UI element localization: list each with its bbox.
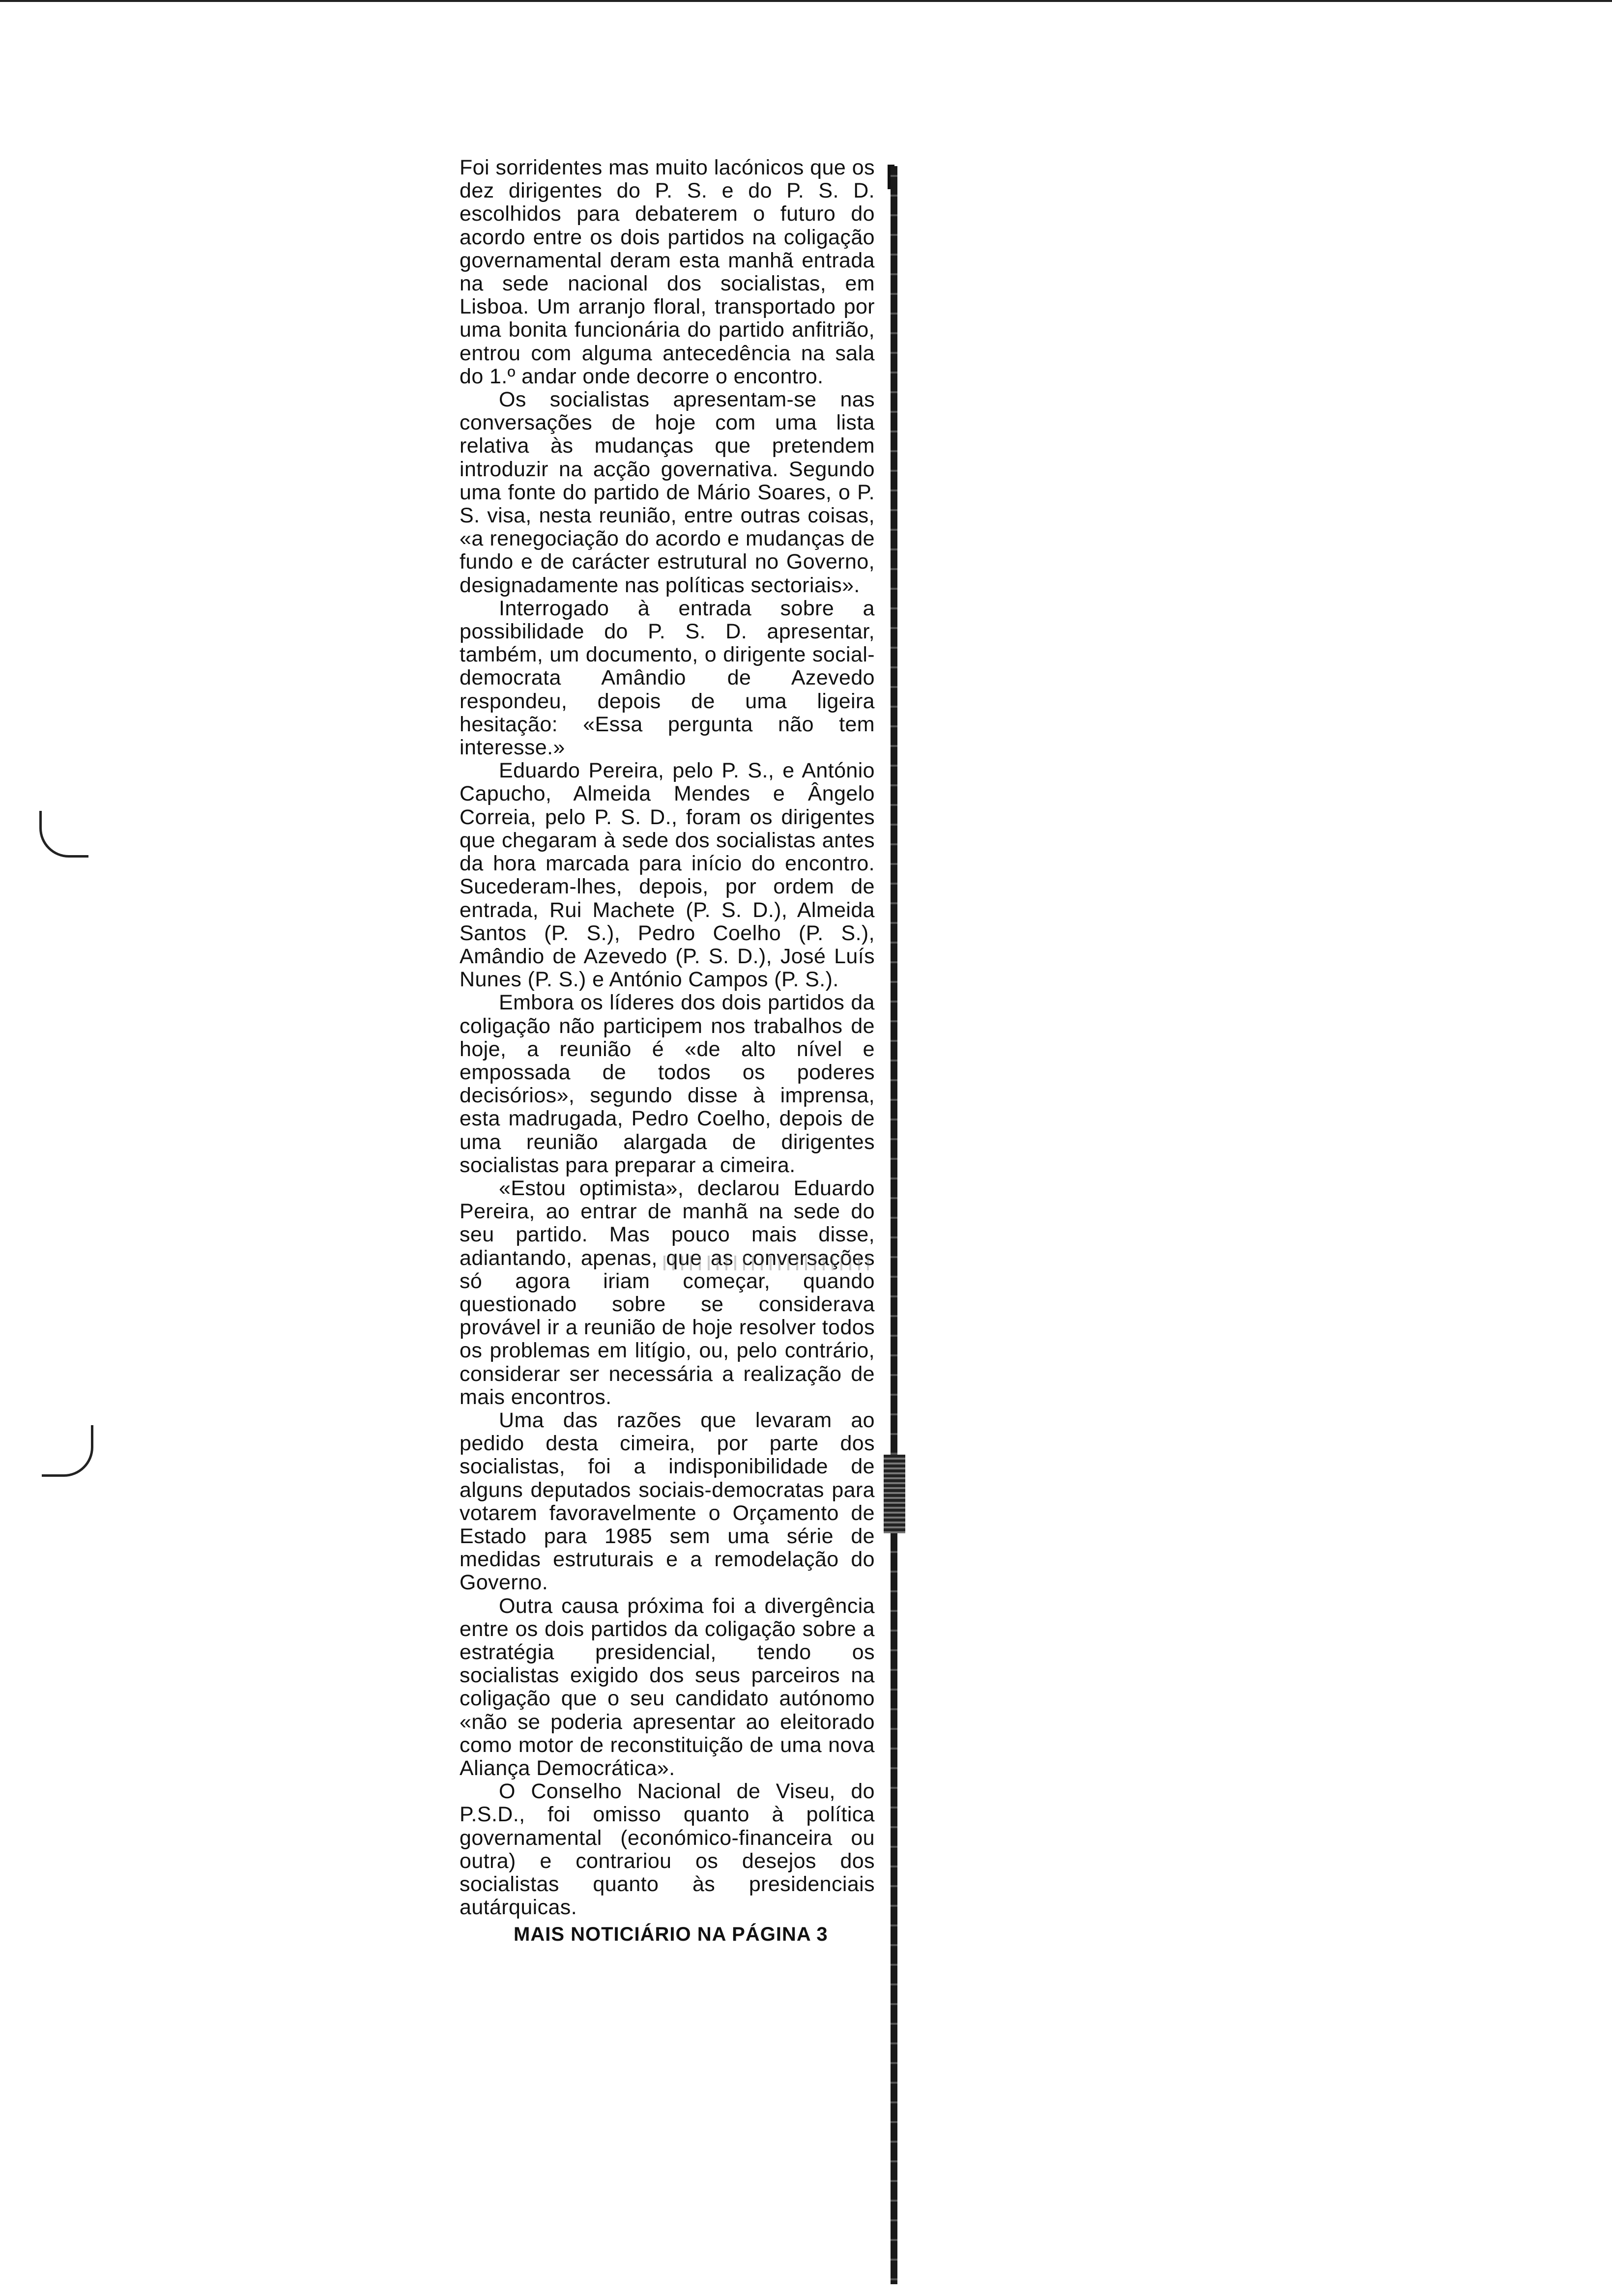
article-paragraph-5: Embora os líderes dos dois partidos da coligação não participem nos trabalhos de hoje, a reunião é «de alto nível e empossada de todos os poderes decisórios», segundo disse à imprensa, esta madrugada, Pedro Coelho, depois de uma reunião alargada de dirigentes socialistas para preparar a cimeira.: [460, 991, 875, 1177]
article-paragraph-6: «Estou optimista», declarou Eduardo Pereira, ao entrar de manhã na sede do seu partido. Mas pouco mais disse, adiantando, apenas, que as conversações só agora iriam começar, quando questionado sobre se considerava provável ir a reunião de hoje resolver todos os problemas em litígio, ou, pelo contrário, considerar ser necessária a realização de mais encontros.: [460, 1176, 875, 1409]
column-cut-edge: [891, 166, 897, 2284]
column-cut-edge-smudge: [884, 1455, 905, 1533]
punch-hole-mark-top: [39, 811, 88, 858]
more-news-footer: MAIS NOTICIÁRIO NA PÁGINA 3: [514, 1923, 828, 1946]
punch-hole-mark-bottom: [42, 1425, 93, 1477]
article-paragraph-8: Outra causa próxima foi a divergência entre os dois partidos da coligação sobre a estratégia presidencial, tendo os socialistas exigido dos seus parceiros na coligação que o seu candidato autónomo «não se poderia apresentar ao eleitorado como motor de reconstituição de uma nova Aliança Democrática».: [460, 1594, 875, 1780]
top-edge-rule: [0, 0, 1612, 2]
article-paragraph-4: Eduardo Pereira, pelo P. S., e António Capucho, Almeida Mendes e Ângelo Correia, pelo P. S. D., foram os dirigentes que chegaram à sede dos socialistas antes da hora marcada para início do encontro. Sucederam-lhes, depois, por ordem de entrada, Rui Machete (P. S. D.), Almeida Santos (P. S.), Pedro Coelho (P. S.), Amândio de Azevedo (P. S. D.), José Luís Nunes (P. S.) e António Campos (P. S.).: [460, 759, 875, 992]
article-paragraph-9: O Conselho Nacional de Viseu, do P.S.D., foi omisso quanto à política governamental (económico-financeira ou outra) e contrariou os desejos dos socialistas quanto às presidenciais autárquicas.: [460, 1779, 875, 1920]
article-paragraph-3: Interrogado à entrada sobre a possibilidade do P. S. D. apresentar, também, um documento, o dirigente social-democrata Amândio de Azevedo respondeu, depois de uma ligeira hesitação: «Essa pergunta não tem interesse.»: [460, 596, 875, 760]
article-paragraph-7: Uma das razões que levaram ao pedido desta cimeira, por parte dos socialistas, foi a indisponibilidade de alguns deputados sociais-democratas para votarem favoravelmente o Orçamento de Estado para 1985 sem uma série de medidas estruturais e a remodelação do Governo.: [460, 1408, 875, 1595]
news-clipping-article: [460, 156, 875, 1947]
article-paragraph-1: Foi sorridentes mas muito lacónicos que os dez dirigentes do P. S. e do P. S. D. escolhidos para debaterem o futuro do acordo entre os dois partidos na coligação governamental deram esta manhã entrada na sede nacional dos socialistas, em Lisboa. Um arranjo floral, transportado por uma bonita funcionária do partido anfitrião, entrou com alguma antecedência na sala do 1.º andar onde decorre o encontro.: [460, 156, 875, 388]
scan-noise: [663, 1256, 870, 1270]
article-paragraph-2: Os socialistas apresentam-se nas conversações de hoje com uma lista relativa às mudanças que pretendem introduzir na acção governativa. Segundo uma fonte do partido de Mário Soares, o P. S. visa, nesta reunião, entre outras coisas, «a renegociação do acordo e mudanças de fundo e de carácter estrutural no Governo, designadamente nas políticas sectoriais».: [460, 388, 875, 597]
